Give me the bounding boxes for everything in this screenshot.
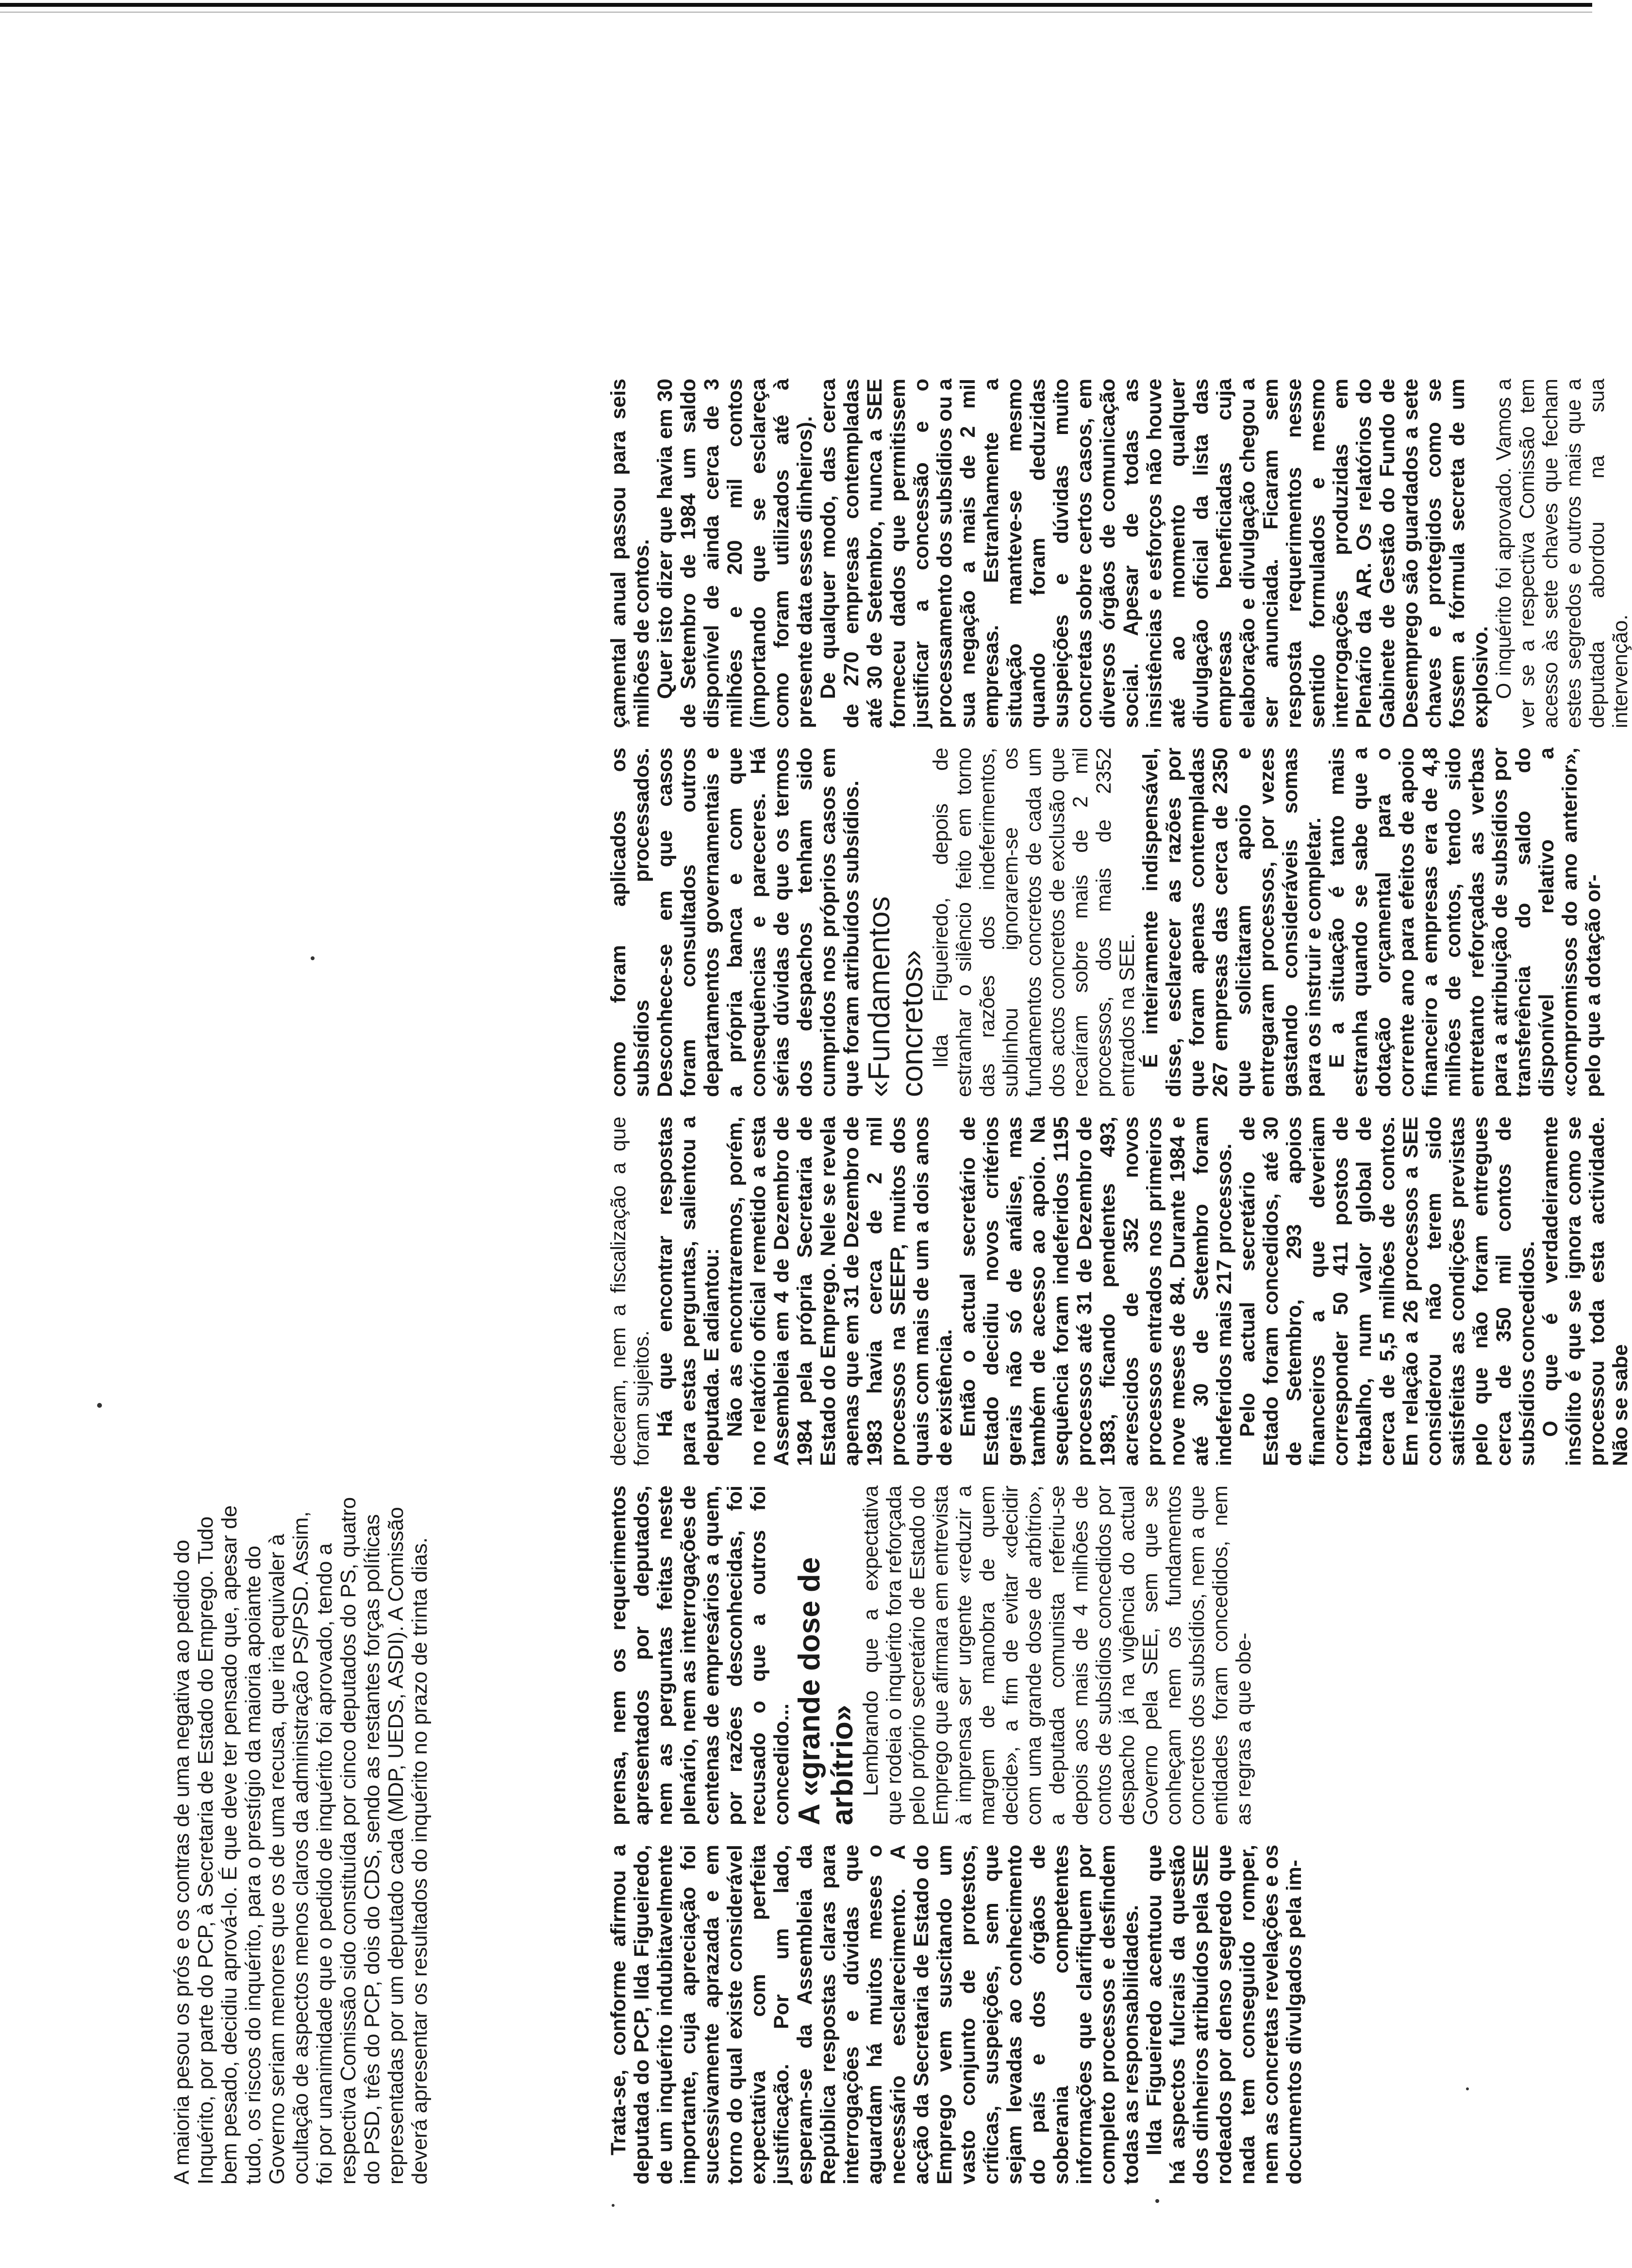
col3-paragraph-3: Não as encontraremos, porém, no relatório oficial remetido a esta Assembleia em 4 de Dezembro de 1984 pela própria Secretaria de Estado do Emprego. Nele se revela apenas que em 31 de Dezembro de 1983 havia cerca de 2 mil processos na SEEFP, muitos dos quais com mais de um a dois anos de existência. — [723, 1117, 956, 1466]
column-3 — [607, 1117, 1632, 1466]
col2-heading: A «grande dose de arbítrio» — [793, 1557, 859, 1825]
col5-paragraph-4: O inquérito foi aprovado. Vamos a ver se a respectiva Comissão tem acesso às sete chaves que fecham estes segredos e outros mais que a deputada abordou na sua intervenção. — [1492, 379, 1632, 728]
scan-top-shadow — [0, 12, 1592, 13]
col5-paragraph-2: Quer isto dizer que havia em 30 de Setembro de 1984 um saldo disponível de ainda cerca de 3 milhões e 200 mil contos (importando que se esclareça como foram utilizados até à presente data esses dinheiros). — [653, 379, 816, 728]
col3-paragraph-2: Há que encontrar respostas para estas perguntas, salientou a deputada. E adiantou: — [653, 1117, 723, 1466]
col1-paragraph-1: Trata-se, conforme afirmou a deputada do PCP, Ilda Figueiredo, de um inquérito indubitavelmente importante, cuja apreciação foi sucessivamente aprazada e em torno do qual existe considerável expectativa com perfeita justificação. Por um lado, esperam-se da Assembleia da República respostas claras para interrogações e dúvidas que aguardam há muitos meses o necessário esclarecimento. A acção da Secretaria de Estado do Emprego vem suscitando um vasto conjunto de protestos, críticas, suspeições, sem que sejam levadas ao conhecimento do país e dos órgãos de soberania competentes informações que clarifiquem por completo processos e desfindem todas as responsabilidades. — [607, 1845, 1143, 2185]
rotated-newspaper-page — [141, 146, 1632, 2185]
col4-paragraph-2: Ilda Figueiredo, depois de estranhar o silêncio feito em torno das razões dos indeferimentos, sublinhou ignorarem-se os fundamentos concretos de cada um dos actos concretos de exclusão que recaíram sobre mais de 2 mil processos, dos mais de 2352 entrados na SEE. — [929, 748, 1139, 1097]
column-4 — [607, 748, 1605, 1097]
col5-paragraph-3: De qualquer modo, das cerca de 270 empresas contempladas até 30 de Setembro, nunca a SEE forneceu dados que permitissem justificar a concessão e o processamento dos subsídios ou a sua negação a mais de 2 mil empresas. Estranhamente a situação manteve-se mesmo quando foram deduzidas suspeições e dúvidas muito concretas sobre certos casos, em diversos órgãos de comunicação social. Apesar de todas as insistências e esforços não houve até ao momento qualquer divulgação oficial da lista das empresas beneficiadas cuja elaboração e divulgação chegou a ser anunciada. Ficaram sem resposta requerimentos nesse sentido formulados e mesmo interrogações produzidas em Plenário da AR. Os relatórios do Gabinete de Gestão do Fundo de Desemprego são guardados a sete chaves e protegidos como se fossem a fórmula secreta de um explosivo. — [816, 379, 1492, 728]
scan-speck — [1466, 2087, 1469, 2090]
column-1 — [607, 1845, 1306, 2185]
column-2 — [607, 1485, 1255, 1825]
scan-speck — [97, 1403, 102, 1408]
col2-paragraph-2: Lembrando que a expectativa que rodeia o inquérito fora reforçada pelo próprio secretário de Estado do Emprego que afirmara em entrevista à imprensa ser urgente «reduzir a margem de manobra de quem decide», a fim de evitar «decidir com uma grande dose de arbítrio», a deputada comunista referiu-se depois aos mais de 4 milhões de contos de subsídios concedidos por despacho já na vigência do actual Governo pela SEE, sem que se conheçam nem os fundamentos concretos dos subsídios, nem a que entidades foram concedidos, nem as regras a que obe- — [859, 1485, 1255, 1825]
scan-top-border — [0, 3, 1592, 7]
col3-paragraph-4: Então o actual secretário de Estado decidiu novos critérios gerais não só de análise, mas também de acesso ao apoio. Na sequência foram indeferidos 1195 processos até 31 de Dezembro de 1983, ficando pendentes 493, acrescidos de 352 novos processos entrados nos primeiros nove meses de 84. Durante 1984 e até 30 de Setembro foram indeferidos mais 217 processos. — [956, 1117, 1236, 1466]
scan-speck — [311, 956, 315, 960]
scan-speck — [1155, 2199, 1159, 2203]
col4-paragraph-4: E a situação é tanto mais estranha quando se sabe que a dotação orçamental para o corrente ano para efeitos de apoio financeiro a empresas era de 4,8 milhões de contos, tendo sido entretanto reforçadas as verbas para a atribuição de subsídios por transferência do saldo do disponível relativo a «compromissos do ano anterior», pelo que a dotação or- — [1325, 748, 1605, 1097]
col3-paragraph-5: Pelo actual secretário de Estado foram concedidos, até 30 de Setembro, 293 apoios financeiros a que deveriam corresponder 50 411 postos de trabalho, num valor global de cerca de 5,5 milhões de contos. Em relação a 26 processos a SEE considerou não terem sido satisfeitas as condições previstas pelo que não foram entregues cerca de 350 mil contos de subsídios concedidos. — [1236, 1117, 1539, 1466]
column-5 — [607, 379, 1632, 728]
col3-paragraph-6: O que é verdadeiramente insólito é que se ignora como se processou toda esta actividade. Não se sabe — [1539, 1117, 1632, 1466]
intro-paragraph: A maioria pesou os prós e os contras de uma negativa ao pedido do Inquérito, por parte do PCP, à Secretaria de Estado do Emprego. Tudo bem pesado, decidiu aprová-lo. É que deve ter pensado que, apesar de tudo, os riscos do inquérito, para o prestígio da maioria apoiante do Governo seriam menores que os de uma recusa, que iria equivaler à ocultação de aspectos menos claros da administração PS/PSD. Assim, foi por unanimidade que o pedido de inquérito foi aprovado, tendo a respectiva Comissão sido constituída por cinco deputados do PS, quatro do PSD, três do PCP, dois do CDS, sendo as restantes forças políticas representadas por um deputado cada (MDP, UEDS, ASDI). A Comissão deverá apresentar os resultados do inquérito no prazo de trinta dias. — [170, 1497, 432, 2185]
intro-block — [170, 1485, 432, 2185]
col2-paragraph-1: prensa, nem os requerimentos apresentados por deputados, nem as perguntas feitas neste plenário, nem as interrogações de centenas de empresários a quem, por razões desconhecidas, foi recusado o que a outros foi concedido... — [607, 1485, 793, 1825]
scan-speck — [612, 2204, 615, 2207]
col4-heading: «Fundamentos concretos» — [863, 896, 929, 1097]
col4-paragraph-1: como foram aplicados os subsídios processados. Desconhece-se em que casos foram consultados outros departamentos governamentais e a própria banca e com que consequências e pareceres. Há sérias dúvidas de que os termos dos despachos tenham sido cumpridos nos próprios casos em que foram atribuídos subsídios. — [607, 748, 863, 1097]
col1-paragraph-2: Ilda Figueiredo acentuou que há aspectos fulcrais da questão dos dinheiros atribuídos pela SEE rodeados por denso segredo que nada tem conseguido romper, nem as concretas revelações e os documentos divulgados pela im- — [1143, 1845, 1306, 2185]
col5-paragraph-1: çamental anual passou para seis milhões de contos. — [607, 379, 653, 728]
col3-paragraph-1: deceram, nem a fiscalização a que foram sujeitos. — [607, 1117, 653, 1466]
col4-paragraph-3: É inteiramente indispensável, disse, esclarecer as razões por que foram apenas contempladas 267 empresas das cerca de 2350 que solicitaram apoio e entregaram processos, por vezes gastando consideráveis somas para os instruir e completar. — [1139, 748, 1325, 1097]
